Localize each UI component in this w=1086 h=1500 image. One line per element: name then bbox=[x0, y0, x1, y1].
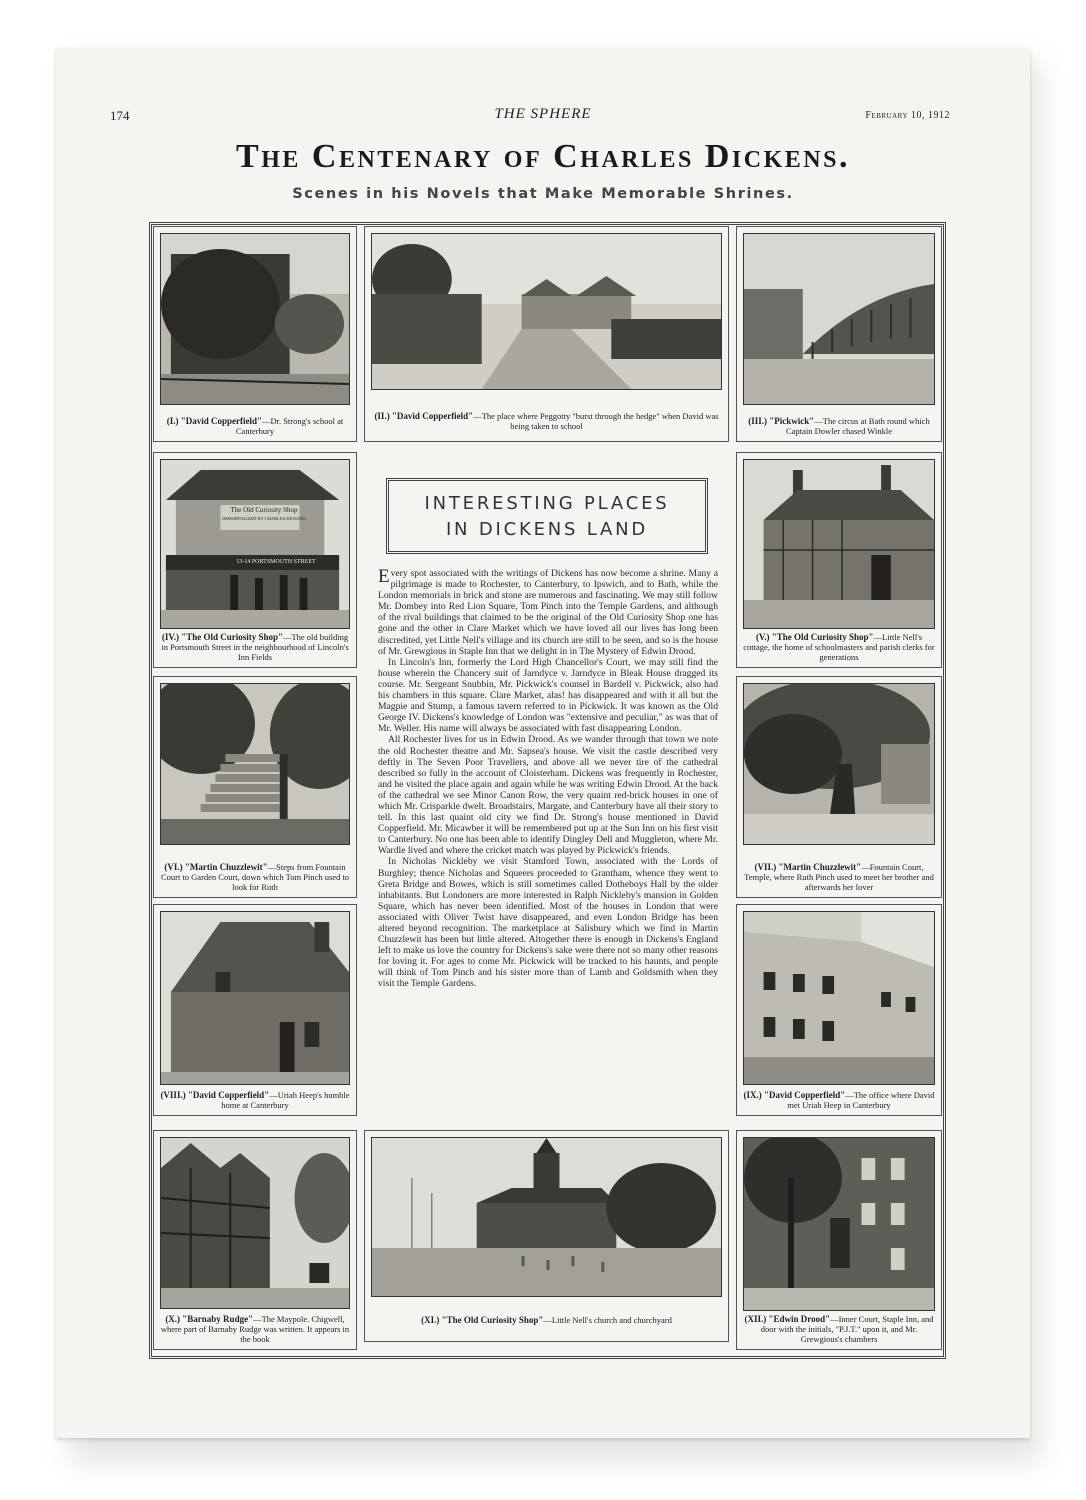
caption-3-label: (III.) "Pickwick" bbox=[748, 416, 815, 426]
article-heading bbox=[386, 478, 708, 554]
caption-11-text: —Little Nell's church and churchyard bbox=[543, 1315, 672, 1325]
caption-1-label: (I.) "David Copperfield" bbox=[166, 416, 262, 426]
picture-5 bbox=[736, 452, 942, 668]
caption-12-label: (XII.) "Edwin Drood" bbox=[744, 1314, 831, 1324]
caption-9-label: (IX.) "David Copperfield" bbox=[743, 1090, 846, 1100]
caption-4-label: (IV.) "The Old Curiosity Shop" bbox=[161, 632, 283, 642]
photo-5 bbox=[743, 459, 935, 629]
caption-10-text: —The Maypole. Chigwell, where part of Barnaby Rudge was written. It appears in the book bbox=[160, 1314, 350, 1344]
caption-8 bbox=[160, 1090, 350, 1110]
picture-3 bbox=[736, 226, 942, 442]
caption-11-label: (XI.) "The Old Curiosity Shop" bbox=[421, 1315, 544, 1325]
photo-3 bbox=[743, 233, 935, 405]
caption-4-text: —The old building in Portsmouth Street in the neighbourhood of Lincoln's Inn Fields bbox=[161, 632, 349, 662]
caption-6-text: —Steps from Fountain Court to Garden Court, down which Tom Pinch used to look for Ruth bbox=[160, 862, 350, 892]
picture-10 bbox=[153, 1130, 357, 1350]
article-paragraph-3: All Rochester lives for us in Edwin Drood. As we wander through that town we note the old Rochester theatre and Mr. Sapsea's house. We visit the castle described very deftly in The Seven Poor Travellers, and above all we never tire of the cathedral described so fully in the account of Cloisterham. Dickens was frequently in Rochester, and he visited the place again and again while he was writing Edwin Drood. At the back of the cathedral we see Minor Canon Row, the very quaint red-brick houses in one of which Mr. Crisparkle dwelt. Broadstairs, Margate, and Canterbury have all their story to tell. In this last quaint old city we find Dr. Strong's house mentioned in David Copperfield. Mr. Micawber it will be remembered put up at the Sun Inn on his first visit to Canterbury. No one has been able to identify Dingley Dell and Muggleton, where Mr. Wardle lived and where the cricket match was played by Pickwick's friends. bbox=[378, 734, 718, 857]
page-number: 174 bbox=[110, 108, 130, 123]
caption-7-text: —Fountain Court, Temple, where Ruth Pinch used to meet her brother and afterwards her lover bbox=[744, 862, 934, 892]
picture-2 bbox=[364, 226, 729, 442]
article-paragraph-2: In Lincoln's Inn, formerly the Lord High Chancellor's Court, we may still find the house wherein the Chancery suit of Jarndyce v. Jarndyce in Bleak House dragged its course. Mr. Sergeant Snubbin, Mr. Pickwick's counsel in Bardell v. Pickwick, also had his chambers in this square. Clare Market, alas! has disappeared and with it all but the Magpie and Stump, a famous tavern referred to in Pickwick. It was known as the Old George IV. Dickens's knowledge of London was "extensive and peculiar," as was that of Mr. Weller. His name will always be associated with fast disappearing London. bbox=[378, 656, 718, 735]
caption-7 bbox=[743, 862, 935, 892]
caption-10 bbox=[160, 1314, 350, 1344]
photo-8 bbox=[160, 911, 350, 1085]
caption-9 bbox=[743, 1090, 935, 1110]
photo-12 bbox=[743, 1137, 935, 1311]
shop-sign-name: The Old Curiosity Shop bbox=[230, 506, 298, 514]
picture-11 bbox=[364, 1130, 729, 1342]
caption-5 bbox=[743, 632, 935, 662]
photo-6 bbox=[160, 683, 350, 845]
caption-3 bbox=[743, 416, 935, 436]
caption-2-label: (II.) "David Copperfield" bbox=[374, 411, 474, 421]
caption-5-text: —Little Nell's cottage, the home of schoolmasters and parish clerks for generations bbox=[743, 632, 935, 662]
article-paragraph-4: In Nicholas Nickleby we visit Stamford Town, associated with the Lords of Burghley; thence Nicholas and Squeers proceeded to Grantham, whence they went to Greta Bridge and Bowes, which is still sometimes called Dotheboys Hall by the older inhabitants. But Londoners are more interested in Ralph Nickleby's mansion in Golden Square, which has never been identified. Most of the houses in London that were associated with Oliver Twist have disappeared, and even London Bridge has been altered beyond recognition. The marketplace at Salisbury which we find in Martin Chuzzlewit has been but little altered. Altogether there is enough in Dickens's England left to make us love the country for Dickens's sake were there not so many other reasons for loving it. For ages to come Mr. Pickwick will be tracked to his haunts, and people will think of Tom Pinch and his sister more than of Lamb and Goldsmith when they visit the Temple Gardens. bbox=[378, 856, 718, 990]
photo-7 bbox=[743, 683, 935, 845]
article-heading-line-1: INTERESTING PLACES bbox=[424, 493, 670, 514]
article-heading-line-2: IN DICKENS LAND bbox=[445, 519, 649, 540]
picture-6 bbox=[153, 676, 357, 898]
picture-12 bbox=[736, 1130, 942, 1350]
picture-4 bbox=[153, 452, 357, 668]
caption-8-text: —Uriah Heep's humble home at Canterbury bbox=[221, 1090, 350, 1110]
article-body bbox=[378, 568, 718, 990]
photo-11 bbox=[371, 1137, 722, 1297]
photo-4 bbox=[160, 459, 350, 629]
page-title: The Centenary of Charles Dickens. bbox=[236, 138, 850, 175]
caption-1 bbox=[160, 416, 350, 436]
caption-8-label: (VIII.) "David Copperfield" bbox=[160, 1090, 270, 1100]
caption-4 bbox=[160, 632, 350, 662]
shop-sign-sub: IMMORTALIZED BY CHARLES DICKENS bbox=[222, 516, 306, 521]
caption-12 bbox=[743, 1314, 935, 1344]
photo-1 bbox=[160, 233, 350, 405]
caption-2 bbox=[371, 411, 722, 431]
caption-3-text: —The circus at Bath round which Captain Dowler chased Winkle bbox=[786, 416, 930, 436]
caption-9-text: —The office where David met Uriah Heep in Canterbury bbox=[787, 1090, 935, 1110]
article-paragraph-1-text: very spot associated with the writings of Dickens has now become a shrine. Many a pilgrimage is made to Rochester, to Canterbury, to Ipswich, and to Bath, while the London memorials in brick and stone are numerous and fascinating. We may still follow Mr. Dombey into Red Lion Square, Tom Pinch into the Temple Gardens, and although of the rival buildings that claimed to be the original of the Old Curiosity Shop one has gone and the other in Clare Market which we have loved all our lives has long been discredited, yet Little Nell's village and its church are still to be seen, and so is the house of Mr. Grewgious in Staple Inn that we delight in in The Mystery of Edwin Drood. bbox=[378, 568, 718, 657]
caption-11 bbox=[371, 1315, 722, 1325]
photo-10 bbox=[160, 1137, 350, 1309]
caption-7-label: (VII.) "Martin Chuzzlewit" bbox=[754, 862, 862, 872]
picture-8 bbox=[153, 904, 357, 1116]
picture-7 bbox=[736, 676, 942, 898]
caption-5-label: (V.) "The Old Curiosity Shop" bbox=[755, 632, 874, 642]
street-sign: 13-14 PORTSMOUTH STREET bbox=[236, 559, 316, 565]
caption-6 bbox=[160, 862, 350, 892]
caption-12-text: —Inner Court, Staple Inn, and door with the initials, "P.J.T." upon it, and Mr. Grewgious's chambers bbox=[760, 1314, 934, 1344]
photo-9 bbox=[743, 911, 935, 1085]
article-paragraph-1 bbox=[378, 568, 718, 657]
caption-2-text: —The place where Peggotty "burst through the hedge" when David was being taken to school bbox=[473, 411, 719, 431]
caption-10-label: (X.) "Barnaby Rudge" bbox=[165, 1314, 254, 1324]
caption-6-label: (VI.) "Martin Chuzzlewit" bbox=[164, 862, 268, 872]
drop-cap: E bbox=[378, 566, 390, 587]
page-subtitle: Scenes in his Novels that Make Memorable Shrines. bbox=[292, 186, 794, 202]
picture-9 bbox=[736, 904, 942, 1116]
caption-1-text: —Dr. Strong's school at Canterbury bbox=[235, 416, 344, 436]
photo-2 bbox=[371, 233, 722, 390]
issue-date: February 10, 1912 bbox=[865, 110, 950, 121]
magazine-name: THE SPHERE bbox=[494, 106, 592, 122]
shop-sign bbox=[219, 506, 309, 523]
picture-1 bbox=[153, 226, 357, 442]
